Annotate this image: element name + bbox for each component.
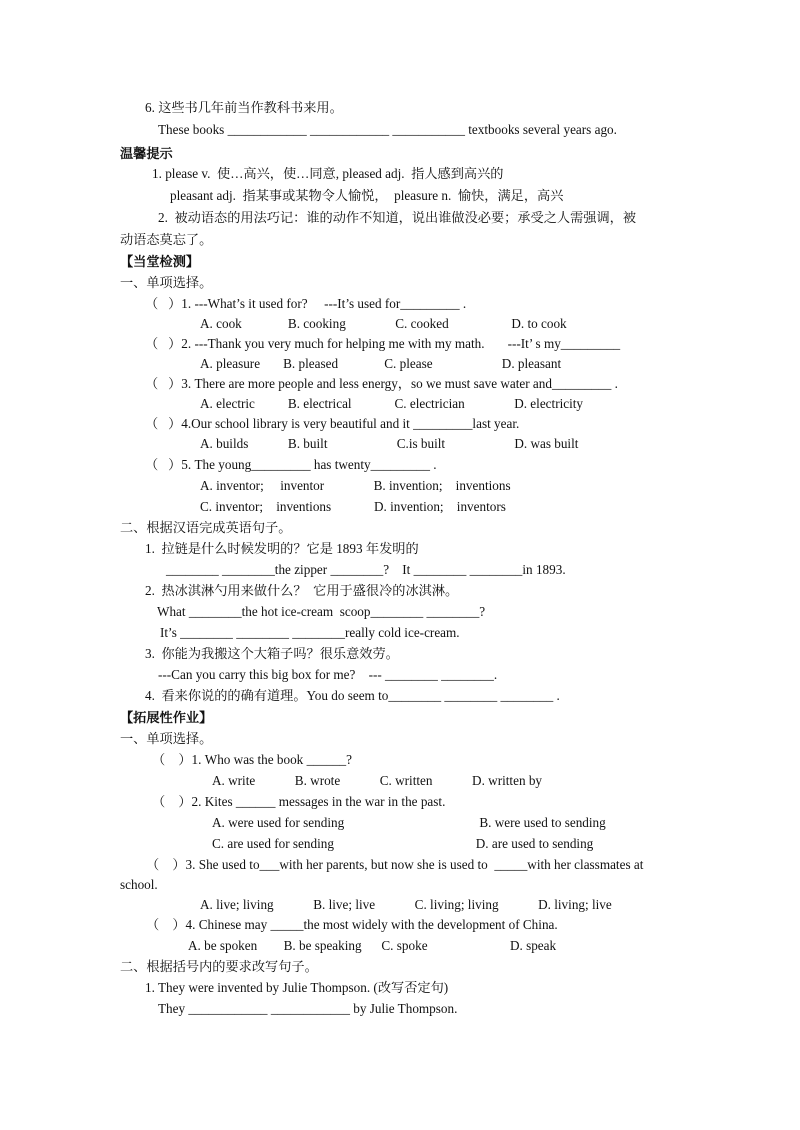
translate-4: 4. 看来你说的的确有道理。You do seem to________ ________ ________ .	[145, 688, 560, 703]
section-in-class-test: 【当堂检测】	[120, 254, 200, 269]
mc-question-2: （ ）2. ---Thank you very much for helping me with my math. ---It’ s my_________	[145, 336, 621, 351]
mc-options-3: A. electric B. electrical C. electrician D. electricity	[200, 396, 584, 411]
part-one-heading-2: 一、单项选择。	[120, 731, 213, 746]
part-two-heading-2: 二、根据括号内的要求改写句子。	[120, 959, 318, 974]
mc-question-4: （ ）4.Our school library is very beautiful and it _________last year.	[145, 416, 520, 431]
rewrite-1-prompt: 1. They were invented by Julie Thompson. (改写否定句)	[145, 980, 449, 995]
section-extended-homework: 【拓展性作业】	[120, 710, 213, 725]
hw-question-3: （ ）3. She used to___with her parents, but now she is used to _____with her classmates at	[146, 857, 644, 872]
translate-3-blanks: ---Can you carry this big box for me? --- ________ ________.	[158, 667, 498, 682]
q6-prompt: 6. 这些书几年前当作教科书来用。	[145, 100, 343, 115]
tips-heading: 温馨提示	[120, 146, 173, 161]
mc-options-5a: A. inventor; inventor B. invention; inventions	[200, 478, 511, 493]
hw-question-1: （ ）1. Who was the book ______?	[152, 752, 352, 767]
rewrite-1-blanks: They ____________ ____________ by Julie Thompson.	[158, 1001, 458, 1016]
translate-2-prompt: 2. 热冰淇淋勺用来做什么？ 它用于盛很冷的冰淇淋。	[145, 583, 459, 598]
mc-options-1: A. cook B. cooking C. cooked D. to cook	[200, 316, 567, 331]
mc-question-3: （ ）3. There are more people and less energy，so we must save water and_________ .	[145, 376, 618, 391]
mc-options-4: A. builds B. built C.is built D. was built	[200, 436, 579, 451]
hw-options-1: A. write B. wrote C. written D. written by	[212, 773, 543, 788]
tip-1: 1. please v. 使…高兴，使…同意, pleased adj. 指人感到高兴的	[152, 166, 504, 181]
hw-options-4: A. be spoken B. be speaking C. spoke D. speak	[188, 938, 557, 953]
tip-1-cont: pleasant adj. 指某事或某物令人愉悦， pleasure n. 愉快，满足，高兴	[170, 188, 564, 203]
hw-question-4: （ ）4. Chinese may _____the most widely with the development of China.	[146, 917, 558, 932]
q6-blank-line: These books ____________ ____________ ___________ textbooks several years ago.	[158, 122, 617, 137]
translate-2-blanks-b: It’s ________ ________ ________really cold ice-cream.	[160, 625, 460, 640]
mc-options-5b: C. inventor; inventions D. invention; inventors	[200, 499, 506, 514]
hw-options-2a: A. were used for sending B. were used to sending	[212, 815, 606, 830]
part-two-heading: 二、根据汉语完成英语句子。	[120, 520, 292, 535]
hw-options-3: A. live; living B. live; live C. living; living D. living; live	[200, 897, 612, 912]
translate-3-prompt: 3. 你能为我搬这个大箱子吗？很乐意效劳。	[145, 646, 399, 661]
translate-1-prompt: 1. 拉链是什么时候发明的？它是 1893 年发明的	[145, 541, 419, 556]
tip-2-cont: 动语态莫忘了。	[120, 232, 213, 247]
part-one-heading: 一、单项选择。	[120, 275, 213, 290]
mc-question-1: （ ）1. ---What’s it used for? ---It’s used for_________ .	[145, 296, 467, 311]
translate-2-blanks-a: What ________the hot ice-cream scoop________ ________?	[157, 604, 486, 619]
mc-question-5: （ ）5. The young_________ has twenty_________ .	[145, 457, 437, 472]
hw-question-2: （ ）2. Kites ______ messages in the war in the past.	[152, 794, 446, 809]
translate-1-blanks: ________ ________the zipper ________? It ________ ________in 1893.	[166, 562, 566, 577]
mc-options-2: A. pleasure B. pleased C. please D. pleasant	[200, 356, 562, 371]
tip-2: 2. 被动语态的用法巧记：谁的动作不知道，说出谁做没必要；承受之人需强调，被	[158, 210, 637, 225]
hw-options-2b: C. are used for sending D. are used to sending	[212, 836, 594, 851]
hw-question-3-cont: school.	[120, 877, 158, 892]
